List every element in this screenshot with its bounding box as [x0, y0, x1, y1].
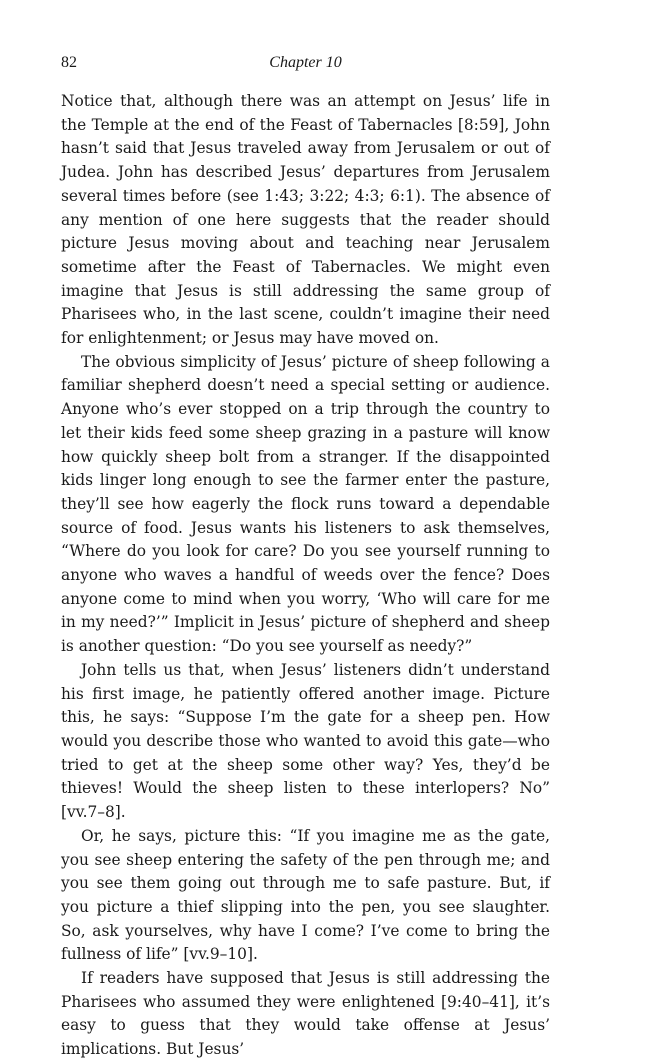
paragraph: Notice that, although there was an attempt on Jesus’ life in the Temple at the end of the Feast of Tabernacles [8:59], John hasn’t said that Jesus traveled away from Jerusalem or out of Judea. John has described Jesus’ departures from Jerusalem several times before (see 1:43; 3:22; 4:3; 6:1). The absence of any mention of one here suggests that the reader should picture Jesus moving about and teaching near Jerusalem sometime after the Feast of Tabernacles. We might even imagine that Jesus is still addressing the same group of Pharisees who, in the last scene, couldn’t imagine their need for enlightenment; or Jesus may have moved on. [61, 92, 550, 348]
page-header [61, 54, 550, 78]
page-number: 82 [61, 54, 77, 71]
body-text [61, 90, 550, 1062]
paragraph: Or, he says, picture this: “If you imagine me as the gate, you see sheep entering the safety of the pen through me; and you see them going out through me to safe pasture. But, if you picture a thief slipping into the pen, you see slaughter. So, ask yourselves, why have I come? I’ve come to bring the fullness of life” [vv.9–10]. [61, 826, 550, 964]
paragraph: The obvious simplicity of Jesus’ picture of sheep following a familiar shepherd doesn’t need a special setting or audience. Anyone who’s ever stopped on a trip through the country to let their kids feed some sheep grazing in a pasture will know how quickly sheep bolt from a stranger. If the disappointed kids linger long enough to see the farmer enter the pasture, they’ll see how eagerly the flock runs toward a dependable source of food. Jesus wants his listeners to ask themselves, “Where do you look for care? Do you see yourself running to anyone who waves a handful of weeds over the fence? Does anyone come to mind when you worry, ‘Who will care for me in my need?’” Implicit in Jesus’ picture of shepherd and sheep is another question: “Do you see yourself as needy?” [61, 352, 550, 656]
running-head: Chapter 10 [269, 54, 342, 71]
paragraph: John tells us that, when Jesus’ listeners didn’t understand his first image, he patiently offered another image. Picture this, he says: “Suppose I’m the gate for a sheep pen. How would you describe those who wanted to avoid this gate—who tried to get at the sheep some other way? Yes, they’d be thieves! Would the sheep listen to these interlopers? No” [vv.7–8]. [61, 660, 550, 822]
paragraph: If readers have supposed that Jesus is still addressing the Pharisees who assumed they were enlightened [9:40–41], it’s easy to guess that they would take offense at Jesus’ implications. But Jesus’ [61, 969, 550, 1059]
